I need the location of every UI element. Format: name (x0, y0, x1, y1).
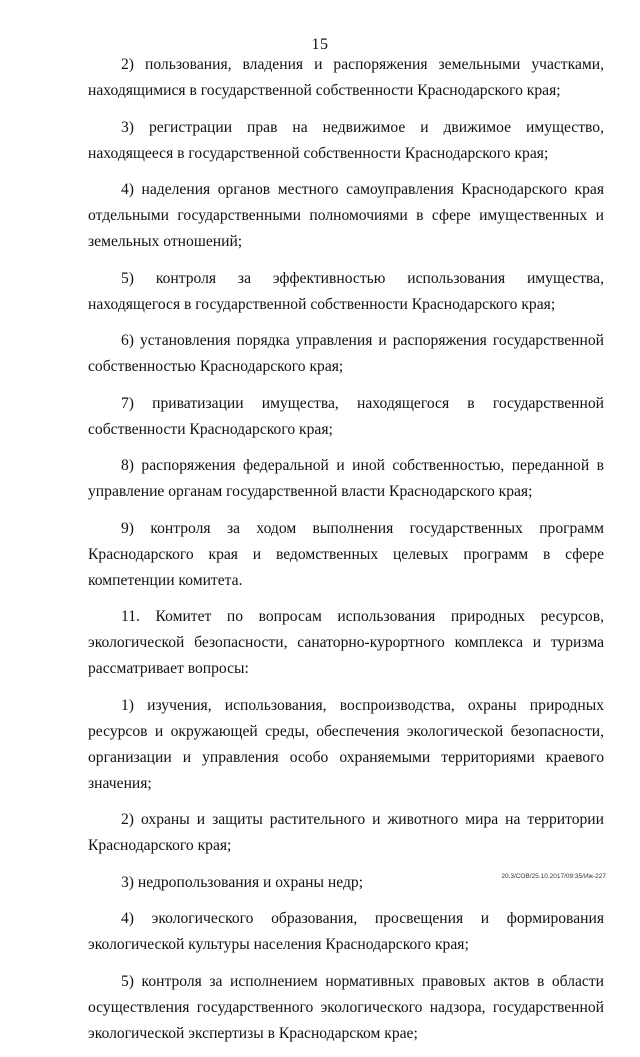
paragraph-item-2-land-plots: 2) пользования, владения и распоряжения земельными участками, находящимися в государственной собственности Краснодарского края; (88, 56, 604, 99)
paragraph-item-3-subsoil: 3) недропользования и охраны недр; (121, 873, 364, 891)
paragraph-item-3-property-registration: 3) регистрации прав на недвижимое и движимое имущество, находящееся в государственной собственности Краснодарского края; (88, 118, 604, 162)
paragraph-item-9-program-control: 9) контроля за ходом выполнения государственных программ Краснодарского края и ведомственных целевых программ в сфере компетенции комитета. (88, 519, 604, 589)
document-body (88, 52, 604, 1057)
paragraph-item-5-ecological-supervision: 5) контроля за исполнением нормативных правовых актов в области осуществления государственного экологического надзора, государственной экологической экспертизы в Краснодарском крае; (88, 972, 604, 1042)
paragraph-item-4-ecological-education: 4) экологического образования, просвещения и формирования экологической культуры населения Краснодарского края; (88, 910, 604, 953)
paragraph-item-6-management-order: 6) установления порядка управления и распоряжения государственной собственностью Краснодарского края; (88, 332, 604, 375)
paragraph-item-8-federal-property: 8) распоряжения федеральной и иной собственностью, переданной в управление органам государственной власти Краснодарского края; (88, 457, 604, 500)
paragraph-section-11-committee: 11. Комитет по вопросам использования природных ресурсов, экологической безопасности, санаторно-курортного комплекса и туризма рассматривает вопросы: (88, 608, 604, 677)
paragraph-item-2-flora-fauna: 2) охраны и защиты растительного и животного мира на территории Краснодарского края; (88, 811, 604, 854)
paragraph-item-5-property-control: 5) контроля за эффективностью использования имущества, находящегося в государственной собственности Краснодарского края; (88, 269, 604, 313)
paragraph-item-7-privatization: 7) приватизации имущества, находящегося в государственной собственности Краснодарского края; (88, 394, 604, 438)
document-footer-code: 20.3/СОВ/25.10.2017/09:35/Иж-227 (501, 873, 606, 880)
page-number: 15 (311, 36, 329, 53)
paragraph-item-1-natural-resources: 1) изучения, использования, воспроизводства, охраны природных ресурсов и окружающей среды, обеспечения экологической безопасности, организации и управления особо охраняемыми территориями краевого значения; (88, 696, 604, 792)
paragraph-item-4-local-government-powers: 4) наделения органов местного самоуправления Краснодарского края отдельными государственными полномочиями в сфере имущественных и земельных отношений; (88, 181, 604, 250)
